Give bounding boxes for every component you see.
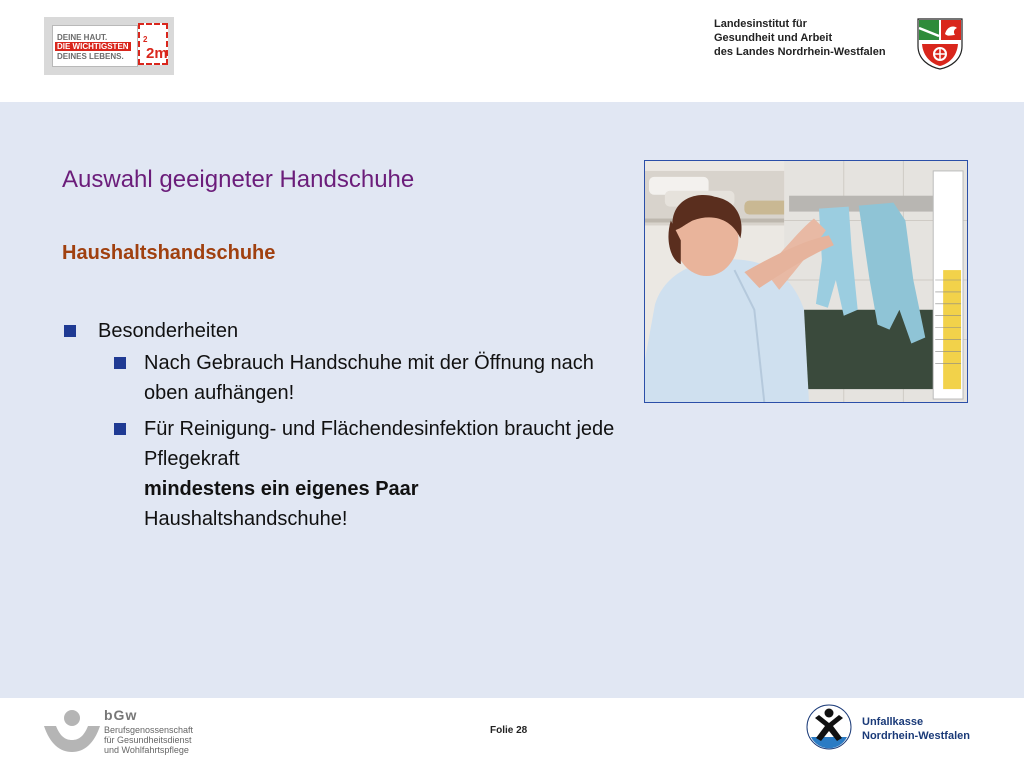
institute-line1: Landesinstitut für	[714, 18, 807, 30]
bgw-line3: und Wohlfahrtspflege	[104, 745, 189, 755]
uk-line2: Nordrhein-Westfalen	[862, 730, 970, 742]
campaign-logo-line1: DEINE HAUT.	[57, 33, 108, 42]
bgw-logo-icon	[44, 710, 100, 754]
bullet-list	[62, 316, 622, 534]
sub-bullet-text: Nach Gebrauch Handschuhe mit der Öffnung nach oben aufhängen!	[144, 352, 594, 404]
bgw-short-name: bGw	[104, 707, 138, 723]
institute-line3: des Landes Nordrhein-Westfalen	[714, 46, 886, 58]
nurse-hanging-gloves-photo	[644, 160, 968, 403]
sub-bullet-item	[62, 348, 622, 408]
campaign-logo-badge	[138, 23, 168, 65]
badge-sup: 2	[143, 35, 148, 44]
sub-bullet-text: Für Reinigung- und Flächendesinfektion braucht jede Pflegekraft	[144, 418, 615, 470]
uk-line1: Unfallkasse	[862, 716, 924, 728]
slide-subtitle: Haushaltshandschuhe	[62, 242, 276, 264]
campaign-logo-line3: DEINES LEBENS.	[57, 52, 124, 61]
campaign-logo-line2: DIE WICHTIGSTEN	[57, 42, 129, 51]
sub-bullet-item	[62, 414, 622, 534]
sub-bullet-text-end: Haushaltshandschuhe!	[144, 508, 348, 530]
slide-footer	[0, 698, 1024, 768]
institute-name	[714, 17, 904, 59]
slide-content	[0, 102, 1024, 698]
campaign-logo-box	[52, 25, 138, 67]
square-bullet-icon	[114, 357, 126, 369]
unfallkasse-logo-icon	[806, 704, 852, 750]
square-bullet-icon	[114, 423, 126, 435]
slide-title: Auswahl geeigneter Handschuhe	[62, 166, 415, 193]
sub-bullet-emphasis: mindestens ein eigenes Paar	[144, 478, 419, 500]
slide-number: Folie 28	[490, 725, 528, 736]
nrw-crest-icon	[914, 16, 966, 70]
square-bullet-icon	[64, 325, 76, 337]
bgw-line2: für Gesundheitsdienst	[104, 735, 192, 745]
bullet-item	[62, 316, 622, 346]
slide-header	[0, 0, 1024, 102]
bgw-name	[104, 708, 193, 755]
unfallkasse-name	[862, 715, 970, 743]
bgw-line1: Berufsgenossenschaft	[104, 725, 194, 735]
campaign-logo	[44, 17, 174, 75]
bullet-text: Besonderheiten	[98, 320, 239, 342]
institute-line2: Gesundheit und Arbeit	[714, 32, 833, 44]
badge-text: 2m	[146, 45, 168, 62]
